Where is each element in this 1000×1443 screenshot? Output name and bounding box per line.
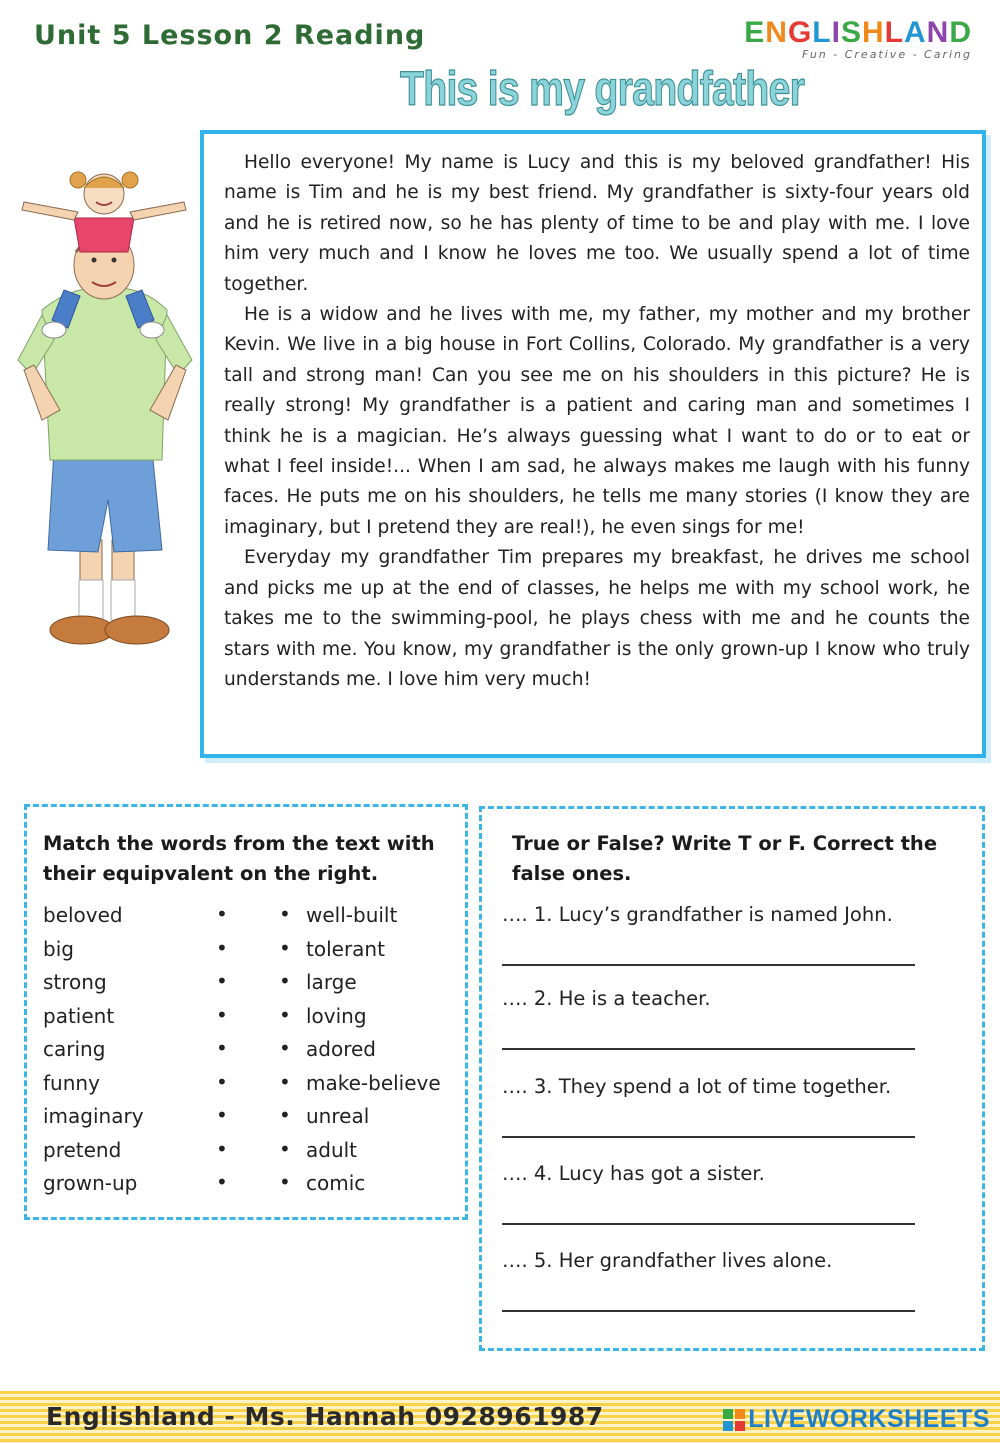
match-row	[43, 1004, 463, 1037]
footer	[0, 1391, 1000, 1443]
unit-title: Unit 5 Lesson 2 Reading	[34, 20, 426, 51]
match-left-word: pretend	[43, 1137, 122, 1162]
match-right-word: well-built	[306, 903, 398, 927]
match-left-word: caring	[43, 1037, 106, 1061]
match-right-word: make-believe	[306, 1070, 441, 1095]
match-left-word: strong	[43, 970, 107, 994]
match-right-dot[interactable]: •	[279, 935, 291, 960]
match-left-dot[interactable]: •	[216, 1136, 228, 1161]
footer-credit: Englishland - Ms. Hannah 0928961987	[46, 1402, 604, 1431]
match-left-dot[interactable]: •	[216, 1170, 228, 1194]
match-row	[43, 1138, 463, 1171]
match-left-word: grown-up	[43, 1171, 138, 1195]
match-left-dot[interactable]: •	[216, 1036, 228, 1060]
answer-line[interactable]	[502, 1048, 915, 1050]
matching-instruction: Match the words from the text with their equipvalent on the right.	[43, 832, 435, 885]
match-row	[43, 1104, 463, 1137]
brand-letter: D	[949, 16, 972, 49]
match-left-dot[interactable]: •	[216, 1002, 228, 1027]
brand-wordmark	[744, 16, 972, 50]
liveworksheets-logo[interactable]	[723, 1405, 990, 1434]
passage-paragraph-1: Hello everyone! My name is Lucy and this is my beloved grandfather! His name is Tim and he is my best friend. My grandfather is sixty-four years old and he is retired now, so he has plenty of time to be and play with me. I love him very much and I know he loves me too. We usually spend a lot of time together.	[224, 152, 970, 295]
match-right-dot[interactable]: •	[279, 969, 291, 993]
match-row	[43, 1071, 463, 1104]
match-right-word: large	[306, 970, 357, 994]
page-title: This is my grandfather	[400, 63, 805, 116]
brand-tagline: Fun - Creative - Caring	[801, 48, 972, 61]
brand-letter: L	[812, 16, 832, 49]
match-left-word: beloved	[43, 903, 123, 927]
match-right-dot[interactable]: •	[279, 1136, 291, 1161]
match-right-word: tolerant	[306, 936, 385, 961]
answer-line[interactable]	[502, 1136, 915, 1138]
match-row	[43, 903, 463, 936]
brand-letter: N	[926, 16, 950, 49]
match-left-word: funny	[43, 1070, 100, 1095]
match-left-dot[interactable]: •	[216, 1103, 228, 1127]
true-false-instruction: True or False? Write T or F. Correct the false ones.	[512, 832, 938, 885]
passage-paragraph-2: He is a widow and he lives with me, my father, my mother and my brother Kevin. We live in a big house in Fort Collins, Colorado. My grandfather is a very tall and strong man! Can you see me on his shoulders in this picture? He is really strong! My grandfather is a patient and caring man and sometimes I think he is a magician. He’s always guessing what I want to do or to eat or what I feel inside!... When I am sad, he always makes me laugh with his funny faces. He puts me on his shoulders, he tells me many stories (I know they are imaginary, but I pretend they are real!), he even sings for me!	[224, 304, 970, 538]
liveworksheets-icon	[723, 1409, 745, 1431]
match-left-word: patient	[43, 1003, 115, 1028]
match-left-dot[interactable]: •	[216, 969, 228, 993]
match-right-word: loving	[306, 1003, 367, 1028]
reading-passage	[224, 148, 970, 695]
true-false-statement[interactable]: …. 5. Her grandfather lives alone.	[502, 1249, 833, 1272]
brand-letter: S	[840, 16, 862, 49]
passage-paragraph-3: Everyday my grandfather Tim prepares my breakfast, he drives me school and picks me up at the end of classes, he helps me with my school work, he takes me to the swimming-pool, he plays chess with me and he counts the stars with me. You know, my grandfather is the only grown-up I know who truly understands me. I love him very much!	[224, 547, 970, 690]
englishland-logo	[744, 16, 972, 61]
match-right-word: adored	[306, 1037, 376, 1061]
reading-passage-box	[200, 130, 986, 758]
match-right-dot[interactable]: •	[279, 1036, 291, 1060]
match-right-word: comic	[306, 1171, 366, 1195]
true-false-statement[interactable]: …. 3. They spend a lot of time together.	[502, 1075, 892, 1098]
brand-letter: I	[831, 16, 841, 49]
match-left-word: imaginary	[43, 1104, 144, 1128]
match-left-dot[interactable]: •	[216, 902, 228, 926]
matching-exercise	[24, 804, 468, 1220]
brand-letter: E	[744, 16, 766, 49]
match-row	[43, 937, 463, 970]
match-right-dot[interactable]: •	[279, 902, 291, 926]
answer-line[interactable]	[502, 1223, 915, 1225]
match-left-word: big	[43, 936, 74, 961]
answer-line[interactable]	[502, 964, 915, 966]
true-false-exercise	[479, 806, 985, 1351]
true-false-statement[interactable]: …. 2. He is a teacher.	[502, 987, 711, 1010]
match-right-dot[interactable]: •	[279, 1170, 291, 1194]
match-right-dot[interactable]: •	[279, 1002, 291, 1027]
match-right-word: unreal	[306, 1104, 370, 1128]
match-right-word: adult	[306, 1137, 358, 1162]
match-row	[43, 1037, 463, 1070]
match-row	[43, 970, 463, 1003]
grandfather-illustration	[2, 160, 198, 665]
answer-line[interactable]	[502, 1310, 915, 1312]
brand-letter: L	[884, 16, 904, 49]
match-right-dot[interactable]: •	[279, 1103, 291, 1127]
liveworksheets-wordmark: LIVEWORKSHEETS	[748, 1405, 990, 1433]
true-false-statement[interactable]: …. 4. Lucy has got a sister.	[502, 1162, 765, 1185]
brand-letter: N	[765, 16, 788, 49]
brand-letter: H	[861, 16, 885, 49]
brand-letter: A	[903, 16, 927, 49]
true-false-statement[interactable]: …. 1. Lucy’s grandfather is named John.	[502, 903, 893, 926]
match-row	[43, 1171, 463, 1204]
match-left-dot[interactable]: •	[216, 1069, 228, 1094]
match-right-dot[interactable]: •	[279, 1069, 291, 1094]
match-left-dot[interactable]: •	[216, 935, 228, 960]
brand-letter: G	[787, 16, 813, 49]
